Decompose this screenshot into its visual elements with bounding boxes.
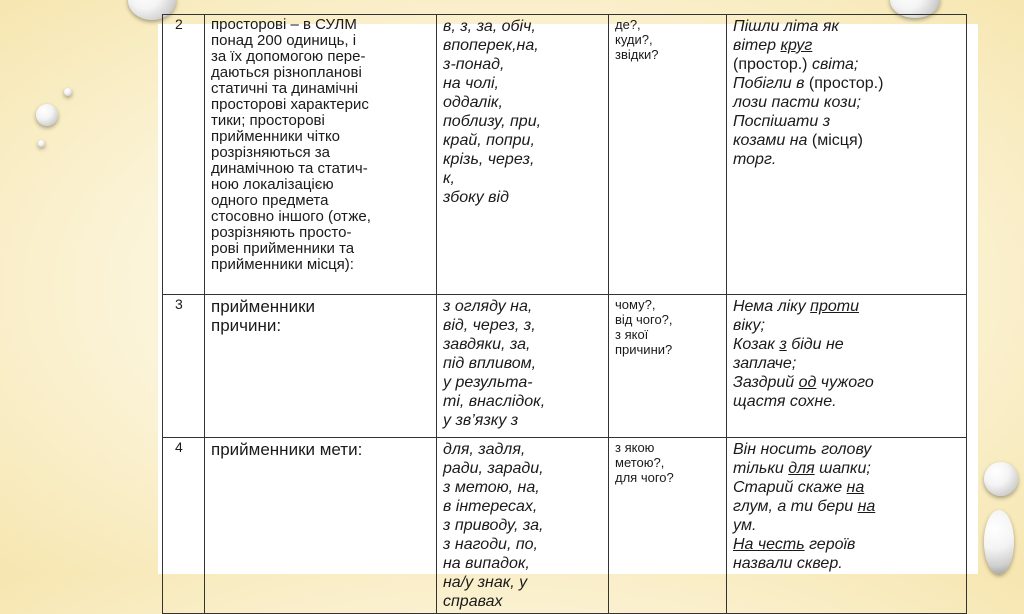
category-name-line: розрізняють просто- [211, 224, 352, 241]
prepositions-line: в інтересах, [443, 498, 538, 515]
example-text: тільки [733, 460, 789, 477]
example-line [733, 36, 960, 55]
prepositions-list [437, 438, 609, 614]
prepositions-line: з приводу, за, [443, 517, 544, 534]
underlined-preposition: од [798, 374, 817, 391]
example-text: (місця) [811, 132, 863, 149]
example-text: (простор.) [808, 75, 884, 92]
example-line [733, 535, 960, 554]
prepositions-line: оддалік, [443, 94, 503, 111]
prepositions-line: в, з, за, обіч, [443, 18, 536, 35]
example-line [733, 354, 960, 373]
water-drop-decoration [64, 88, 72, 96]
prepositions-line: впоперек,на, [443, 37, 539, 54]
underlined-preposition: на [857, 498, 876, 515]
underlined-preposition: на [846, 479, 865, 496]
category-name-line: тики; просторові [211, 112, 325, 129]
example-line [733, 74, 960, 93]
prepositions-line: у зв’язку з [443, 412, 519, 429]
question-line: від чого?, [615, 312, 673, 327]
document-page [158, 16, 978, 610]
prepositions-list [437, 295, 609, 438]
category-name-line: стосовно іншого (отже, [211, 208, 371, 225]
example-text: Старий скаже [733, 479, 847, 496]
question-line: з якої [615, 327, 649, 342]
example-line [733, 392, 960, 411]
row-number: 2 [163, 15, 205, 295]
prepositions-line: край, попри, [443, 132, 535, 149]
question-line: звідки? [615, 47, 659, 62]
water-drop-decoration [38, 140, 45, 147]
example-line [733, 17, 960, 36]
example-line [733, 335, 960, 354]
prepositions-line: к, [443, 170, 455, 187]
example-text: ум. [733, 517, 757, 534]
prepositions-line: від, через, з, [443, 317, 536, 334]
prepositions-line: справах [443, 593, 503, 610]
example-line [733, 554, 960, 573]
prepositions-line: ті, внаслідок, [443, 393, 546, 410]
underlined-preposition: з [779, 336, 787, 353]
example-line [733, 131, 960, 150]
example-line [733, 93, 960, 112]
example-text: біди не [786, 336, 844, 353]
prepositions-line: для, задля, [443, 441, 526, 458]
example-text: Він носить голову [733, 441, 872, 458]
example-text: щастя сохне. [733, 393, 837, 410]
category-name-line: прийменники місця): [211, 256, 354, 273]
examples [727, 295, 967, 438]
example-line [733, 516, 960, 535]
prepositions-line: на чолі, [443, 75, 499, 92]
category-name-line: розрізняються за [211, 144, 330, 161]
question-line: чому?, [615, 297, 656, 312]
example-text: заплаче; [733, 355, 797, 372]
example-text: торг. [733, 151, 777, 168]
examples [727, 15, 967, 295]
category-name [205, 15, 437, 295]
category-name-line: одного предмета [211, 192, 329, 209]
example-text: Заздрий [733, 374, 799, 391]
category-name [205, 295, 437, 438]
prepositions-line: крізь, через, [443, 151, 535, 168]
category-name-line: прийменники [211, 297, 316, 316]
question-line: причини? [615, 342, 673, 357]
table-row [163, 438, 967, 614]
example-line [733, 55, 960, 74]
question-line: для чого? [615, 470, 674, 485]
category-name-line: прийменники чітко [211, 128, 341, 145]
example-text: Козак [733, 336, 780, 353]
questions [609, 295, 727, 438]
example-line [733, 497, 960, 516]
category-name-line: динамічною та статич- [211, 160, 368, 177]
example-line [733, 440, 960, 459]
prepositions-line: з огляду на, [443, 298, 533, 315]
question-line: метою?, [615, 455, 665, 470]
prepositions-list [437, 15, 609, 295]
water-drop-decoration [984, 510, 1014, 574]
example-line [733, 478, 960, 497]
prepositions-line: у результа- [443, 374, 533, 391]
example-text: назвали сквер. [733, 555, 843, 572]
underlined-preposition: На честь [733, 536, 805, 553]
example-line [733, 112, 960, 131]
example-line [733, 150, 960, 169]
prepositions-line: на випадок, [443, 555, 530, 572]
category-name-line: рові прийменники та [211, 240, 355, 257]
prepositions-line: завдяки, за, [443, 336, 531, 353]
question-line: з якою [615, 440, 655, 455]
underlined-preposition: для [788, 460, 815, 477]
prepositions-line: збоку від [443, 189, 509, 206]
example-line [733, 316, 960, 335]
example-text: глум, а ти бери [733, 498, 858, 515]
category-name-line: статичні та динамічні [211, 80, 359, 97]
category-name [205, 438, 437, 614]
example-text: Пішли літа як [733, 18, 839, 35]
example-text: лози пасти кози; [733, 94, 861, 111]
category-name-line: просторові – в СУЛМ [211, 16, 357, 33]
example-text: героїв [804, 536, 856, 553]
underlined-preposition: проти [810, 298, 859, 315]
prepositions-line: з-понад, [443, 56, 505, 73]
prepositions-line: з метою, на, [443, 479, 540, 496]
questions [609, 15, 727, 295]
example-text: Побігли в [733, 75, 809, 92]
prepositions-line: під впливом, [443, 355, 537, 372]
category-name-line: просторові характерис [211, 96, 369, 113]
example-text: Поспішати з [733, 113, 831, 130]
questions [609, 438, 727, 614]
example-text: козами на [733, 132, 812, 149]
question-line: де?, [615, 17, 641, 32]
row-number: 3 [163, 295, 205, 438]
prepositions-line: з нагоди, по, [443, 536, 538, 553]
prepositions-table [162, 14, 967, 614]
underlined-preposition: круг [780, 37, 813, 54]
question-line: куди?, [615, 32, 653, 47]
table-row [163, 295, 967, 438]
category-name-line: за їх допомогою пере- [211, 48, 366, 65]
prepositions-line: на/у знак, у [443, 574, 528, 591]
example-line [733, 373, 960, 392]
prepositions-line: ради, заради, [443, 460, 544, 477]
category-name-line: ною локалізацією [211, 176, 334, 193]
example-text: (простор.) [733, 56, 812, 73]
example-text: світа; [811, 56, 859, 73]
category-name-line: даються різнопланові [211, 64, 362, 81]
prepositions-line: поблизу, при, [443, 113, 542, 130]
example-text: шапки; [814, 460, 871, 477]
example-text: віку; [733, 317, 765, 334]
table-body [163, 15, 967, 614]
example-line [733, 459, 960, 478]
example-text: Нема ліку [733, 298, 811, 315]
table-row [163, 15, 967, 295]
water-drop-decoration [984, 462, 1018, 496]
water-drop-decoration [36, 104, 58, 126]
example-text: вітер [733, 37, 781, 54]
row-number: 4 [163, 438, 205, 614]
example-text: чужого [816, 374, 874, 391]
example-line [733, 297, 960, 316]
category-name-line: понад 200 одиниць, і [211, 32, 357, 49]
category-name-line: причини: [211, 316, 282, 335]
category-name-line: прийменники мети: [211, 440, 363, 459]
examples [727, 438, 967, 614]
